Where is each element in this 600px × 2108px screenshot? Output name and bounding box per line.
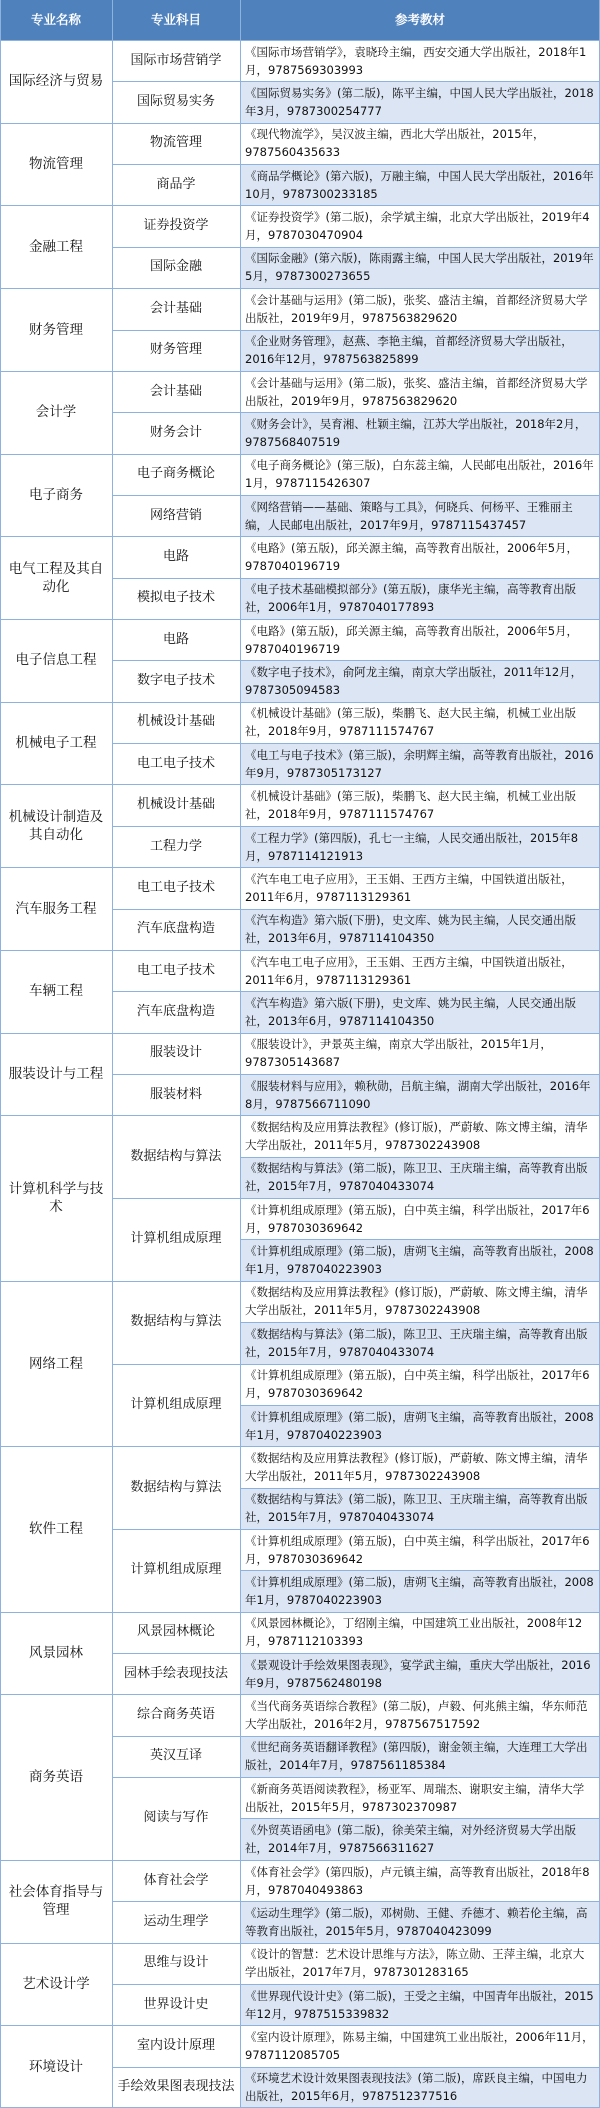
row-divider <box>0 1694 600 1695</box>
book-reference: 《新商务英语阅读教程》，杨亚军、周瑞杰、谢职安主编，清华大学出版社，2015年5月，9787302370987 <box>240 1777 600 1818</box>
major-name: 风景园林 <box>0 1612 112 1695</box>
subject-name: 模拟电子技术 <box>112 578 240 619</box>
major-name: 电子商务 <box>0 454 112 537</box>
book-reference: 《国际市场营销学》，袁晓玲主编，西安交通大学出版社，2018年1月，9787569303993 <box>240 40 600 81</box>
row-divider <box>0 205 600 206</box>
book-reference: 《室内设计原理》，陈易主编，中国建筑工业出版社，2006年11月，9787112085705 <box>240 2025 600 2066</box>
row-divider <box>0 288 600 289</box>
book-reference: 《电路》(第五版)，邱关源主编，高等教育出版社，2006年5月，9787040196719 <box>240 619 600 660</box>
subject-name: 风景园林概论 <box>112 1612 240 1653</box>
row-divider <box>112 743 600 744</box>
row-divider <box>112 1074 600 1075</box>
major-name: 电气工程及其自动化 <box>0 536 112 619</box>
subject-name: 财务管理 <box>112 330 240 371</box>
major-name: 网络工程 <box>0 1281 112 1446</box>
row-divider <box>0 536 600 537</box>
book-reference: 《机械设计基础》(第三版)，柴鹏飞、赵大民主编，机械工业出版社，2018年9月，9787111574767 <box>240 784 600 825</box>
row-divider <box>112 1736 600 1737</box>
row-divider <box>0 784 600 785</box>
book-reference: 《数据结构及应用算法教程》(修订版)，严蔚敏、陈文博主编，清华大学出版社，2011年5月，9787302243908 <box>240 1446 600 1487</box>
book-reference: 《计算机组成原理》(第五版)，白中英主编，科学出版社，2017年6月，9787030369642 <box>240 1529 600 1570</box>
row-divider <box>112 495 600 496</box>
book-reference: 《财务会计》，吴育湘、杜颖主编，江苏大学出版社，2018年2月，9787568407519 <box>240 412 600 453</box>
book-reference: 《数据结构与算法》(第二版)，陈卫卫、王庆瑞主编，高等教育出版社，2015年7月，9787040433074 <box>240 1488 600 1529</box>
row-divider <box>240 1322 600 1323</box>
major-name: 机械电子工程 <box>0 702 112 785</box>
subject-name: 服装设计 <box>112 1033 240 1074</box>
book-reference: 《计算机组成原理》(第五版)，白中英主编，科学出版社，2017年6月，9787030369642 <box>240 1198 600 1239</box>
major-name: 车辆工程 <box>0 950 112 1033</box>
book-reference: 《体育社会学》(第四版)，卢元镇主编，高等教育出版社，2018年8月，9787040493863 <box>240 1860 600 1901</box>
subject-name: 园林手绘表现技法 <box>112 1653 240 1694</box>
major-name: 国际经济与贸易 <box>0 40 112 123</box>
major-name: 艺术设计学 <box>0 1943 112 2026</box>
book-reference: 《证券投资学》(第二版)，余学斌主编，北京大学出版社，2019年4月，9787030470904 <box>240 205 600 246</box>
row-divider <box>112 1901 600 1902</box>
book-reference: 《汽车电工电子应用》，王玉娟、王西方主编，中国铁道出版社，2011年6月，9787113129361 <box>240 950 600 991</box>
row-divider <box>240 1239 600 1240</box>
book-reference: 《会计基础与运用》(第二版)，张奖、盛洁主编，首都经济贸易大学出版社，2019年9月，9787563829620 <box>240 288 600 329</box>
book-reference: 《工程力学》(第四版)，孔七一主编，人民交通出版社，2015年8月，9787114121913 <box>240 826 600 867</box>
row-divider <box>112 991 600 992</box>
subject-name: 国际金融 <box>112 247 240 288</box>
major-name: 社会体育指导与管理 <box>0 1860 112 1943</box>
book-reference: 《国际金融》(第六版)，陈雨露主编，中国人民大学出版社，2019年5月，9787300273655 <box>240 247 600 288</box>
row-divider <box>0 1446 600 1447</box>
column-divider <box>240 0 241 2108</box>
book-reference: 《服装设计》，尹景英主编，南京大学出版社，2015年1月，9787305143687 <box>240 1033 600 1074</box>
book-reference: 《企业财务管理》，赵燕、李艳主编，首都经济贸易大学出版社，2016年12月，9787563825899 <box>240 330 600 371</box>
book-reference: 《世纪商务英语翻译教程》(第四版)，谢金领主编，大连理工大学出版社，2014年7月，9787561185384 <box>240 1736 600 1777</box>
major-name: 电子信息工程 <box>0 619 112 702</box>
subject-name: 证券投资学 <box>112 205 240 246</box>
book-reference: 《机械设计基础》(第三版)，柴鹏飞、赵大民主编，机械工业出版社，2018年9月，9787111574767 <box>240 702 600 743</box>
row-divider <box>0 454 600 455</box>
row-divider <box>240 1157 600 1158</box>
row-divider <box>0 2025 600 2026</box>
book-reference: 《电路》(第五版)，邱关源主编，高等教育出版社，2006年5月，9787040196719 <box>240 536 600 577</box>
book-reference: 《网络营销——基础、策略与工具》，何晓兵、何杨平、王雅丽主编，人民邮电出版社，2017年9月，9787115437457 <box>240 495 600 536</box>
book-reference: 《汽车构造》第六版(下册)，史文库、姚为民主编，人民交通出版社，2013年6月，9787114104350 <box>240 991 600 1032</box>
book-reference: 《当代商务英语综合教程》(第二版)，卢毅、何兆熊主编，华东师范大学出版社，2016年2月，9787567517592 <box>240 1694 600 1735</box>
book-reference: 《汽车电工电子应用》，王玉娟、王西方主编，中国铁道出版社，2011年6月，9787113129361 <box>240 867 600 908</box>
row-divider <box>112 1777 600 1778</box>
major-name: 财务管理 <box>0 288 112 371</box>
header-books: 参考教材 <box>240 0 600 40</box>
major-name: 机械设计制造及其自动化 <box>0 784 112 867</box>
major-name: 金融工程 <box>0 205 112 288</box>
row-divider <box>112 826 600 827</box>
book-reference: 《会计基础与运用》(第二版)，张奖、盛洁主编，首都经济贸易大学出版社，2019年9月，9787563829620 <box>240 371 600 412</box>
subject-name: 汽车底盘构造 <box>112 909 240 950</box>
row-divider <box>240 1488 600 1489</box>
subject-name: 电路 <box>112 619 240 660</box>
row-divider <box>112 164 600 165</box>
row-divider <box>112 1198 600 1199</box>
major-name: 商务英语 <box>0 1694 112 1859</box>
book-reference: 《景观设计手绘效果图表现》，宴学武主编，重庆大学出版社，2016年9月，9787562480198 <box>240 1653 600 1694</box>
subject-name: 世界设计史 <box>112 1984 240 2025</box>
subject-name: 体育社会学 <box>112 1860 240 1901</box>
book-reference: 《国际贸易实务》(第二版)，陈平主编，中国人民大学出版社，2018年3月，9787300254777 <box>240 81 600 122</box>
row-divider <box>240 1818 600 1819</box>
subject-name: 国际市场营销学 <box>112 40 240 81</box>
book-reference: 《计算机组成原理》(第二版)，唐朔飞主编，高等教育出版社，2008年1月，9787040223903 <box>240 1239 600 1280</box>
subject-name: 电路 <box>112 536 240 577</box>
row-divider <box>0 371 600 372</box>
major-name: 软件工程 <box>0 1446 112 1611</box>
subject-name: 会计基础 <box>112 371 240 412</box>
book-reference: 《电子商务概论》(第三版)，白东蕊主编，人民邮电出版社，2016年1月，9787115426307 <box>240 454 600 495</box>
row-divider <box>112 412 600 413</box>
subject-name: 网络营销 <box>112 495 240 536</box>
subject-name: 计算机组成原理 <box>112 1529 240 1612</box>
row-divider <box>0 1033 600 1034</box>
row-divider <box>0 1943 600 1944</box>
book-reference: 《服装材料与应用》，赖秋勋，吕航主编，湖南大学出版社，2016年8月，9787566711090 <box>240 1074 600 1115</box>
book-reference: 《数据结构与算法》(第二版)，陈卫卫、王庆瑞主编，高等教育出版社，2015年7月，9787040433074 <box>240 1322 600 1363</box>
subject-name: 财务会计 <box>112 412 240 453</box>
subject-name: 工程力学 <box>112 826 240 867</box>
subject-name: 商品学 <box>112 164 240 205</box>
book-reference: 《环境艺术设计效果图表现技法》(第二版)，席跃良主编，中国电力出版社，2015年6月，9787512377516 <box>240 2067 600 2108</box>
subject-name: 英汉互译 <box>112 1736 240 1777</box>
book-reference: 《数据结构与算法》(第二版)，陈卫卫、王庆瑞主编，高等教育出版社，2015年7月，9787040433074 <box>240 1157 600 1198</box>
major-name: 汽车服务工程 <box>0 867 112 950</box>
header-subject: 专业科目 <box>112 0 240 40</box>
major-name: 环境设计 <box>0 2025 112 2108</box>
row-divider <box>112 1529 600 1530</box>
row-divider <box>0 702 600 703</box>
subject-name: 综合商务英语 <box>112 1694 240 1735</box>
subject-name: 物流管理 <box>112 123 240 164</box>
row-divider <box>112 247 600 248</box>
subject-name: 手绘效果图表现技法 <box>112 2067 240 2108</box>
book-reference: 《设计的智慧：艺术设计思维与方法》，陈立勋、王萍主编，北京大学出版社，2017年7月，9787301283165 <box>240 1943 600 1984</box>
book-reference: 《世界现代设计史》(第二版)，王受之主编，中国青年出版社，2015年12月，9787515339832 <box>240 1984 600 2025</box>
row-divider <box>240 1570 600 1571</box>
book-reference: 《计算机组成原理》(第五版)，白中英主编，科学出版社，2017年6月，9787030369642 <box>240 1364 600 1405</box>
subject-name: 数字电子技术 <box>112 660 240 701</box>
subject-name: 电工电子技术 <box>112 743 240 784</box>
book-reference: 《数据结构及应用算法教程》(修订版)，严蔚敏、陈文博主编，清华大学出版社，2011年5月，9787302243908 <box>240 1281 600 1322</box>
subject-name: 机械设计基础 <box>112 784 240 825</box>
book-reference: 《运动生理学》(第二版)，邓树勋、王健、乔德才、赖若伦主编，高等教育出版社，2015年5月，9787040423099 <box>240 1901 600 1942</box>
subject-name: 计算机组成原理 <box>112 1364 240 1447</box>
major-name: 服装设计与工程 <box>0 1033 112 1116</box>
subject-name: 运动生理学 <box>112 1901 240 1942</box>
header-major: 专业名称 <box>0 0 112 40</box>
row-divider <box>112 330 600 331</box>
row-divider <box>0 619 600 620</box>
row-divider <box>112 1364 600 1365</box>
subject-name: 电工电子技术 <box>112 867 240 908</box>
row-divider <box>0 950 600 951</box>
subject-name: 电子商务概论 <box>112 454 240 495</box>
book-reference: 《数据结构及应用算法教程》(修订版)，严蔚敏、陈文博主编，清华大学出版社，2011年5月，9787302243908 <box>240 1115 600 1156</box>
row-divider <box>0 123 600 124</box>
book-reference: 《数字电子技术》，俞阿龙主编，南京大学出版社，2011年12月，9787305094583 <box>240 660 600 701</box>
row-divider <box>0 1115 600 1116</box>
column-divider <box>0 0 1 2108</box>
book-reference: 《外贸英语函电》(第二版)，徐美荣主编，对外经济贸易大学出版社，2014年7月，9787566311627 <box>240 1818 600 1859</box>
book-reference: 《电工与电子技术》(第三版)，余明辉主编，高等教育出版社，2016年9月，9787305173127 <box>240 743 600 784</box>
row-divider <box>0 1612 600 1613</box>
column-divider <box>112 0 113 2108</box>
row-divider <box>0 40 600 41</box>
book-reference: 《现代物流学》，吴汉波主编，西北大学出版社，2015年，9787560435633 <box>240 123 600 164</box>
subject-name: 数据结构与算法 <box>112 1281 240 1364</box>
row-divider <box>112 1984 600 1985</box>
book-reference: 《风景园林概论》，丁绍刚主编，中国建筑工业出版社，2008年12月，9787112103393 <box>240 1612 600 1653</box>
book-reference: 《商品学概论》(第六版)，万融主编，中国人民大学出版社，2016年10月，9787300233185 <box>240 164 600 205</box>
subject-name: 阅读与写作 <box>112 1777 240 1860</box>
subject-name: 计算机组成原理 <box>112 1198 240 1281</box>
row-divider <box>0 867 600 868</box>
book-reference: 《电子技术基础模拟部分》(第五版)，康华光主编，高等教育出版社，2006年1月，9787040177893 <box>240 578 600 619</box>
major-name: 物流管理 <box>0 123 112 206</box>
row-divider <box>112 578 600 579</box>
book-reference: 《计算机组成原理》(第二版)，唐朔飞主编，高等教育出版社，2008年1月，9787040223903 <box>240 1405 600 1446</box>
major-name: 计算机科学与技术 <box>0 1115 112 1280</box>
subject-name: 室内设计原理 <box>112 2025 240 2066</box>
subject-name: 国际贸易实务 <box>112 81 240 122</box>
subject-name: 机械设计基础 <box>112 702 240 743</box>
subject-name: 会计基础 <box>112 288 240 329</box>
subject-name: 数据结构与算法 <box>112 1446 240 1529</box>
row-divider <box>112 660 600 661</box>
row-divider <box>112 909 600 910</box>
subject-name: 服装材料 <box>112 1074 240 1115</box>
subject-name: 汽车底盘构造 <box>112 991 240 1032</box>
row-divider <box>112 1653 600 1654</box>
row-divider <box>0 1281 600 1282</box>
subject-name: 数据结构与算法 <box>112 1115 240 1198</box>
subject-name: 电工电子技术 <box>112 950 240 991</box>
row-divider <box>112 81 600 82</box>
subject-name: 思维与设计 <box>112 1943 240 1984</box>
row-divider <box>240 1405 600 1406</box>
book-reference: 《汽车构造》第六版(下册)，史文库、姚为民主编，人民交通出版社，2013年6月，9787114104350 <box>240 909 600 950</box>
book-reference: 《计算机组成原理》(第二版)，唐朔飞主编，高等教育出版社，2008年1月，9787040223903 <box>240 1570 600 1611</box>
row-divider <box>112 2067 600 2068</box>
row-divider <box>0 1860 600 1861</box>
major-name: 会计学 <box>0 371 112 454</box>
